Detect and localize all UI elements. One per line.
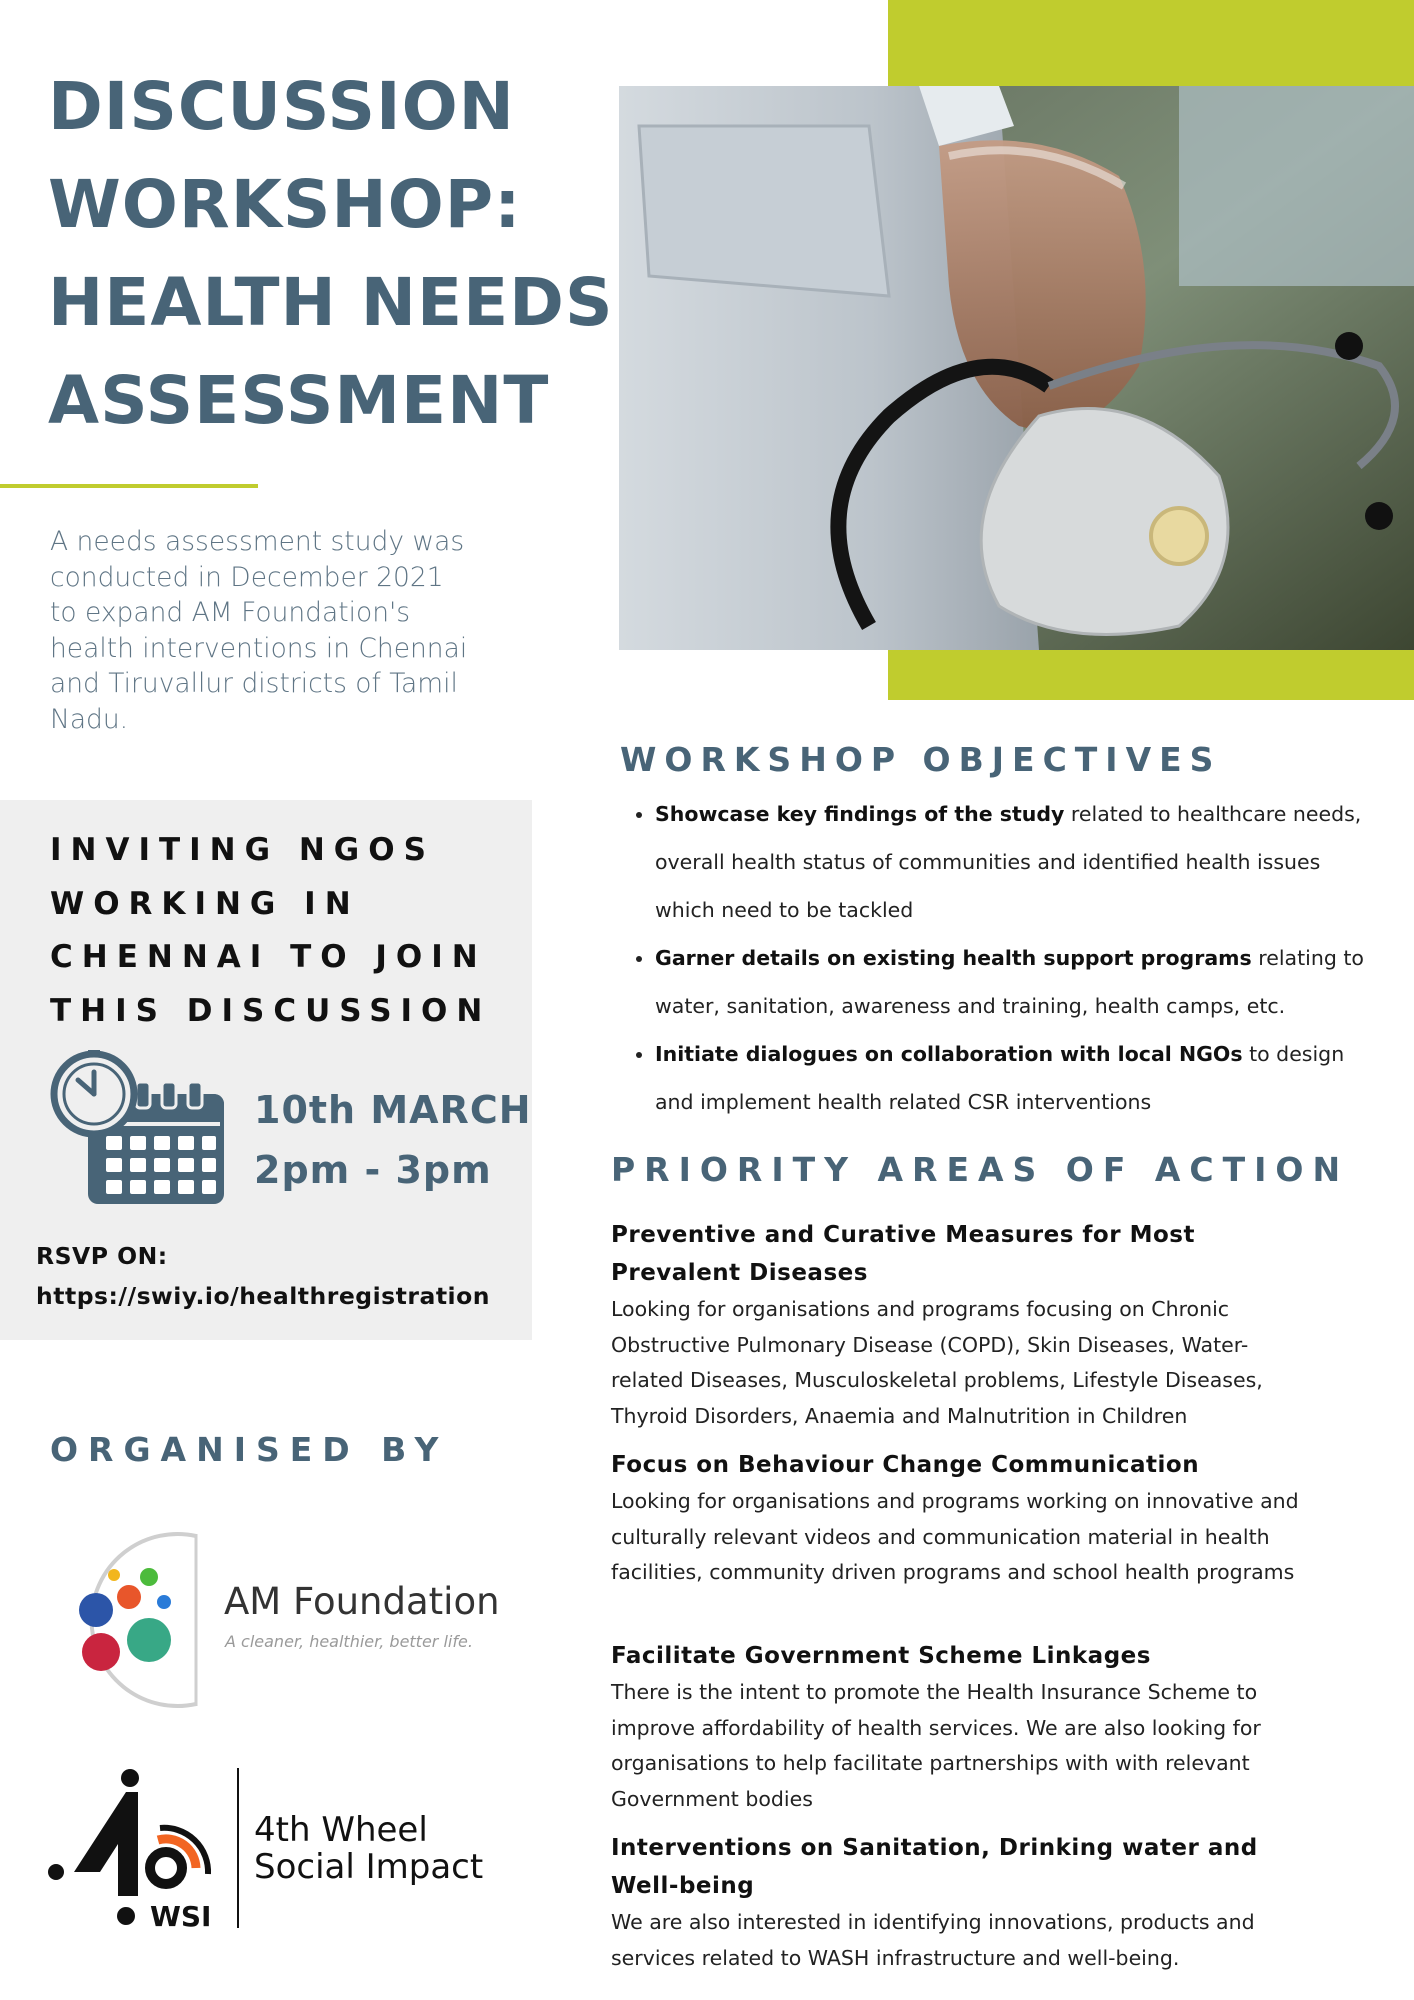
wsi-logo-text: WSI bbox=[150, 1900, 212, 1933]
priority-area-title: Interventions on Sanitation, Drinking water and Well-being bbox=[611, 1835, 1258, 1899]
invite-heading: INVITING NGOS WORKING IN CHENNAI TO JOIN THIS DISCUSSION bbox=[50, 832, 492, 1029]
title-divider bbox=[0, 484, 258, 488]
priority-area-body: Looking for organisations and programs focusing on Chronic Obstructive Pulmonary Disease (COPD), Skin Diseases, Water-related Diseases, Musculoskeletal problems, Lifestyle Diseases, Thyroid Disorders, Anaemia and Malnutrition in Children bbox=[611, 1297, 1263, 1428]
list-item: • Showcase key findings of the study related to healthcare needs, overall health status of communities and identified health issues which need to be tackled bbox=[655, 790, 1375, 934]
photo-frame-top bbox=[888, 0, 1414, 88]
calendar-clock-icon bbox=[50, 1050, 240, 1210]
am-foundation-tagline: A cleaner, healthier, better life. bbox=[225, 1632, 473, 1651]
wsi-name: 4th Wheel Social Impact bbox=[254, 1810, 484, 1887]
priority-area-title: Facilitate Government Scheme Linkages bbox=[611, 1643, 1151, 1669]
photo-frame-bottom bbox=[888, 648, 1414, 700]
am-foundation-name: AM Foundation bbox=[224, 1580, 500, 1623]
priority-area-title: Focus on Behaviour Change Communication bbox=[611, 1452, 1200, 1478]
event-datetime bbox=[254, 1080, 532, 1200]
list-item: • Garner details on existing health support programs relating to water, sanitation, awareness and training, health camps, etc. bbox=[655, 934, 1375, 1030]
priority-heading: PRIORITY AREAS OF ACTION bbox=[611, 1150, 1350, 1189]
wsi-logo bbox=[48, 1768, 248, 1928]
priority-area-body: There is the intent to promote the Health Insurance Scheme to improve affordability of health services. We are also looking for organisations to help facilitate partnerships with with relevant Government bodies bbox=[611, 1680, 1261, 1811]
rsvp-label: RSVP ON: bbox=[36, 1242, 168, 1270]
am-foundation-logo bbox=[46, 1530, 206, 1710]
priority-area-title: Preventive and Curative Measures for Most Prevalent Diseases bbox=[611, 1222, 1195, 1286]
priority-area bbox=[611, 1446, 1311, 1591]
event-time: 2pm - 3pm bbox=[254, 1148, 492, 1192]
doctor-photo bbox=[619, 86, 1414, 650]
event-date: 10th MARCH bbox=[254, 1088, 532, 1132]
list-item: • Initiate dialogues on collaboration with local NGOs to design and implement health related CSR interventions bbox=[655, 1030, 1375, 1126]
intro-paragraph: A needs assessment study was conducted in December 2021 to expand AM Foundation's health interventions in Chennai and Tiruvallur districts of Tamil Nadu. bbox=[50, 526, 468, 735]
rsvp-block bbox=[36, 1236, 490, 1316]
page-title: DISCUSSION WORKSHOP: HEALTH NEEDS ASSESSMENT bbox=[48, 68, 614, 439]
priority-area-body: We are also interested in identifying innovations, products and services related to WASH infrastructure and well-being. bbox=[611, 1910, 1255, 1970]
priority-area-body: Looking for organisations and programs working on innovative and culturally relevant videos and communication material in health facilities, community driven programs and school health programs bbox=[611, 1489, 1299, 1584]
objectives-list bbox=[625, 790, 1375, 1126]
rsvp-link[interactable]: https://swiy.io/healthregistration bbox=[36, 1282, 490, 1310]
priority-area bbox=[611, 1216, 1311, 1434]
priority-area bbox=[611, 1637, 1311, 1817]
organised-by-heading: ORGANISED BY bbox=[50, 1430, 449, 1469]
priority-area bbox=[611, 1829, 1311, 1976]
objectives-heading: WORKSHOP OBJECTIVES bbox=[620, 740, 1222, 779]
